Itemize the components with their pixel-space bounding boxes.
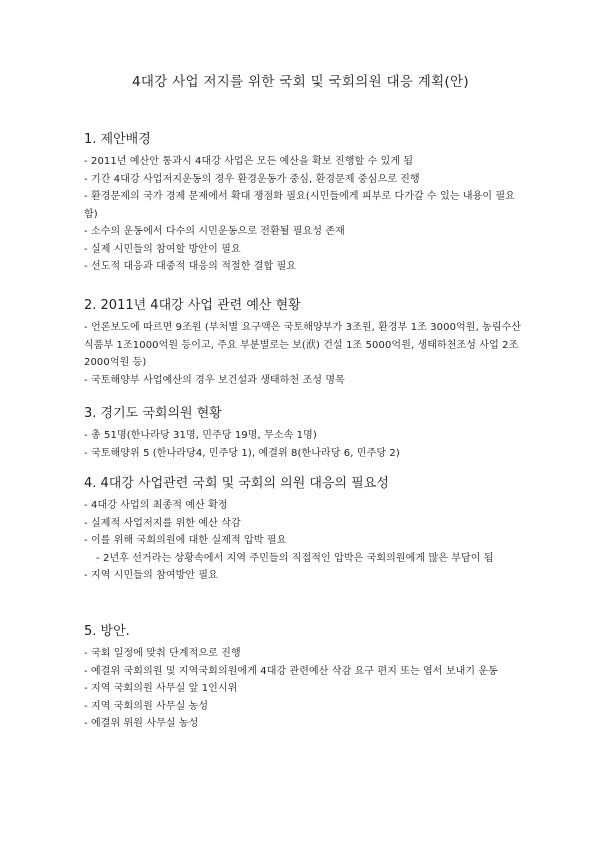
section-list bbox=[84, 497, 524, 585]
list-item: - 예결위 위원 사무실 농성 bbox=[84, 718, 199, 729]
section-list bbox=[84, 153, 524, 276]
section-background bbox=[84, 128, 524, 276]
list-item: - 기간 4대강 사업저지운동의 경우 환경운동가 중심, 환경문제 중심으로 진행 bbox=[84, 173, 420, 185]
document-title: 4대강 사업 저지를 위한 국회 및 국회의원 대응 계획(안) bbox=[132, 74, 469, 90]
list-item: - 국회 일정에 맞춰 단계적으로 진행 bbox=[84, 648, 241, 659]
section-list bbox=[84, 319, 524, 389]
list-item: - 지역 시민들의 참여방안 필요 bbox=[84, 570, 218, 581]
list-item: - 국토해양부 사업예산의 경우 보건설과 생태하천 조성 명목 bbox=[84, 374, 345, 386]
list-item: - 환경문제의 국가 경제 문제에서 확대 쟁점화 필요(시민들에게 피부로 다가갈 수 있는 내용이 필요함) bbox=[84, 191, 515, 220]
list-item: - 4대강 사업의 최종적 예산 확정 bbox=[84, 500, 228, 511]
list-item: - 총 51명(한나라당 31명, 민주당 19명, 무소속 1명) bbox=[84, 430, 317, 441]
list-item: - 국토해양위 5 (한나라당4, 민주당 1), 예결위 8(한나라당 6, 민주당 2) bbox=[84, 447, 400, 459]
section-heading: 3. 경기도 국회의원 현황 bbox=[84, 406, 222, 421]
list-item: - 지역 국회의원 사무실 농성 bbox=[84, 700, 209, 712]
list-item: - 지역 국회의원 사무실 앞 1인시위 bbox=[84, 683, 238, 694]
list-item: - 2년후 선거라는 상황속에서 지역 주민들의 직접적인 압박은 국회의원에게 많은 부담이 됨 bbox=[96, 552, 494, 564]
section-plan bbox=[84, 620, 524, 733]
section-list bbox=[84, 645, 524, 733]
list-item: - 언론보도에 따르면 9조원 (부처별 요구액은 국토해양부가 3조원, 환경부 1조 3000억원, 농림수산식품부 1조1000억원 등이고, 주요 부분별로는 보(洑) 건설 1조 5000억원, 생태하천조성 사업 2조2000억원 등) bbox=[84, 322, 522, 368]
section-heading: 5. 방안. bbox=[84, 624, 130, 639]
section-heading: 1. 제안배경 bbox=[84, 132, 151, 147]
list-item: - 실제 시민들의 참여할 방안이 필요 bbox=[84, 243, 241, 255]
section-budget bbox=[84, 294, 524, 389]
list-item: - 이를 위해 국회의원에 대한 실제적 압박 필요 bbox=[84, 535, 287, 546]
section-lawmakers bbox=[84, 402, 524, 462]
list-item: - 실제적 사업저지를 위한 예산 삭감 bbox=[84, 517, 241, 529]
section-necessity bbox=[84, 472, 524, 585]
section-heading: 4. 4대강 사업관련 국회 및 국회의 의원 대응의 필요성 bbox=[84, 476, 389, 491]
section-heading: 2. 2011년 4대강 사업 관련 예산 현황 bbox=[84, 298, 301, 313]
section-list bbox=[84, 427, 524, 462]
list-item: - 선도적 대응과 대중적 대응의 적절한 결합 필요 bbox=[84, 261, 297, 272]
list-item: - 예결위 국회의원 및 지역국회의원에게 4대강 관련예산 삭감 요구 편지 또는 엽서 보내기 운동 bbox=[84, 665, 498, 677]
list-item: - 소수의 운동에서 다수의 시민운동으로 전환될 필요성 존재 bbox=[84, 226, 345, 237]
list-item: - 2011년 예산안 통과시 4대강 사업은 모든 예산을 확보 진행할 수 있게 됨 bbox=[84, 156, 414, 167]
